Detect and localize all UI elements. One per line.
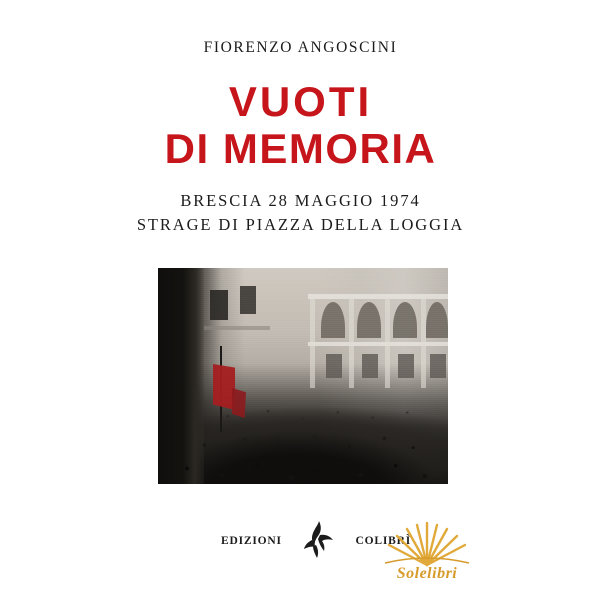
sun-rays-icon [379,519,475,567]
cover-photo [158,268,448,484]
cover-subtitle-line-2: STRAGE DI PIAZZA DELLA LOGGIA [136,214,465,234]
cover-title-line-1: VUOTI [228,78,373,125]
cover-subtitle-line-1: BRESCIA 28 MAGGIO 1974 [180,191,421,210]
cover-title [113,78,488,172]
publisher-name-right: COLIBRÌ [355,535,411,547]
book-cover [113,6,488,594]
imprint-logo [371,519,483,591]
publisher-name-left: EDIZIONI [221,535,282,547]
photo-grain-overlay [158,268,448,484]
imprint-name: Solelibri [396,565,458,582]
cover-author: FIORENZO ANGOSCINI [203,39,398,56]
hummingbird-icon [299,518,341,562]
cover-subtitle [113,189,488,237]
cover-title-line-2: DI MEMORIA [164,125,437,173]
